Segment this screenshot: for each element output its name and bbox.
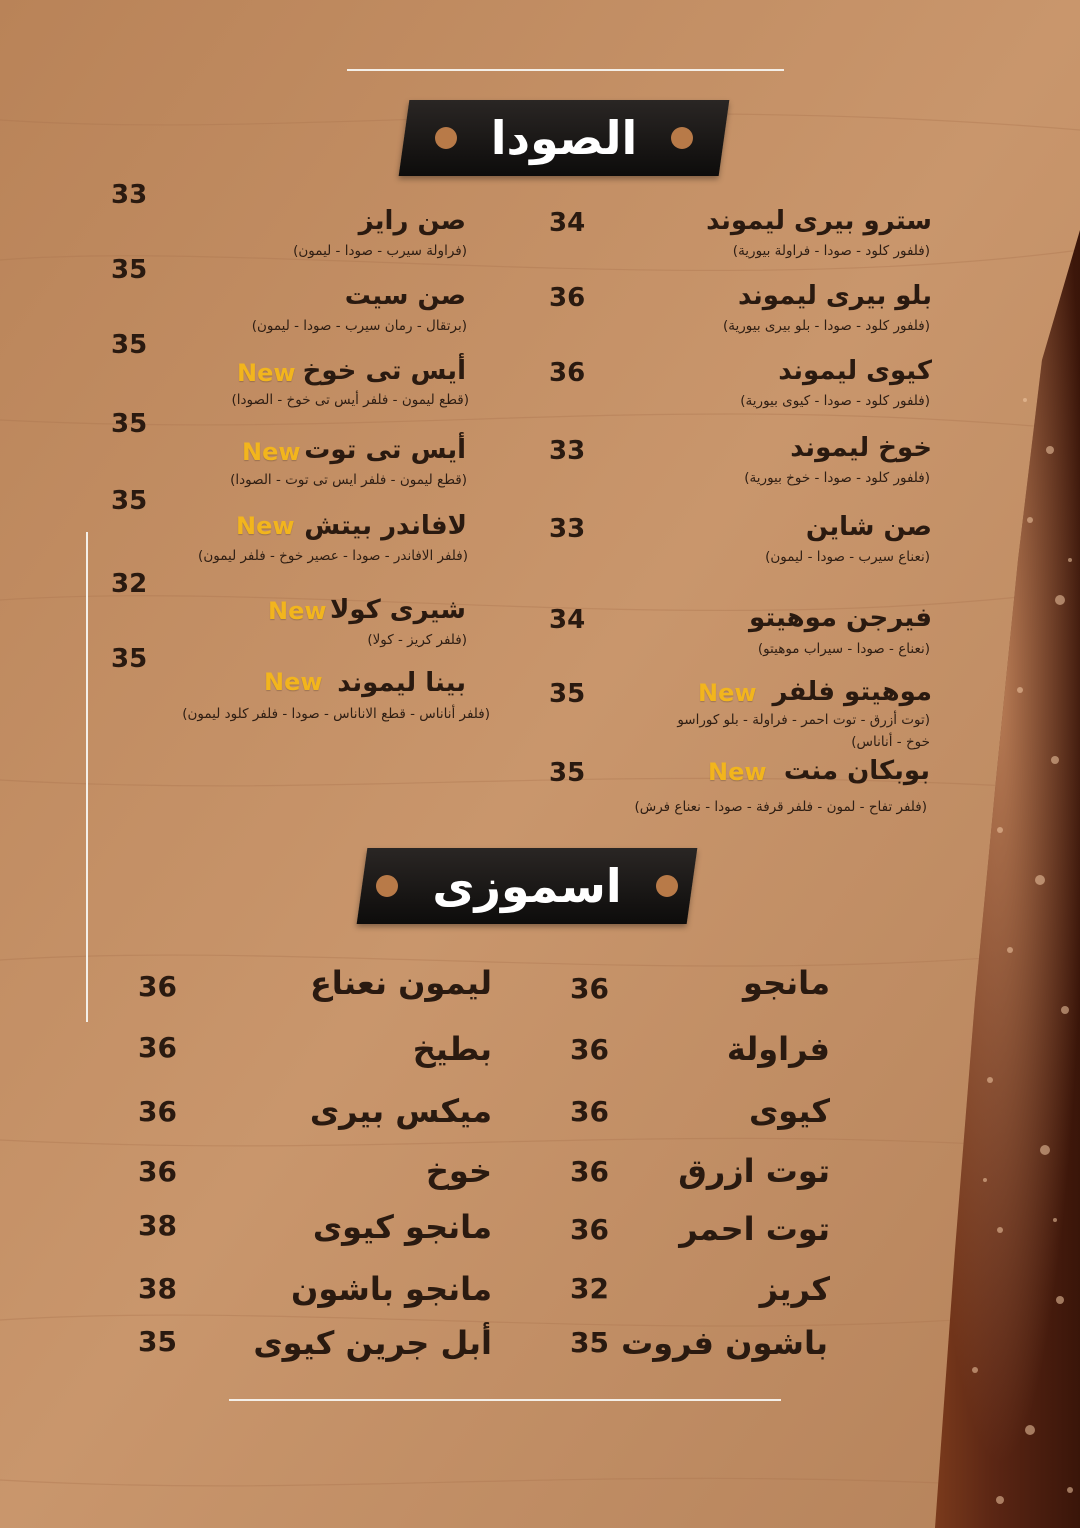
smoothie-item-price: 35: [570, 1326, 609, 1359]
smoothie-item-price: 36: [570, 972, 609, 1005]
menu-item-price: 35: [111, 644, 148, 674]
menu-item-name: لافاندر بيتش: [304, 511, 467, 541]
menu-item-name: بينا ليموند: [337, 668, 466, 698]
menu-item-price: 35: [111, 330, 148, 360]
smoothie-item-name: أبل جرين كيوى: [253, 1324, 492, 1362]
new-badge: New: [264, 668, 323, 696]
smoothie-item-price: 38: [138, 1209, 177, 1242]
menu-item-price: 35: [549, 758, 586, 788]
side-divider: [86, 532, 88, 1022]
smoothie-section-banner: [357, 848, 698, 924]
menu-item-name: صن سيت: [344, 281, 466, 311]
new-badge: New: [268, 597, 327, 625]
menu-item-description: (قطع ليمون - فلفر ايس تى توت - الصودا): [230, 472, 467, 488]
smoothie-item-price: 36: [570, 1155, 609, 1188]
top-divider: [347, 69, 784, 71]
menu-item-name: صن شاين: [805, 512, 932, 542]
banner-dot-icon: [376, 875, 398, 897]
new-badge: New: [236, 512, 295, 540]
menu-item-name: صن رايز: [358, 206, 466, 236]
menu-item-price: 32: [111, 569, 148, 599]
smoothie-section-title: اسموزى: [432, 859, 622, 913]
banner-dot-icon: [671, 127, 693, 149]
smoothie-item-name: فراولة: [726, 1030, 830, 1068]
new-badge: New: [237, 359, 296, 387]
smoothie-item-price: 36: [570, 1213, 609, 1246]
menu-item-price: 33: [549, 436, 586, 466]
smoothie-item-price: 35: [138, 1325, 177, 1358]
menu-item-description: (نعناع - صودا - سيراب موهيتو): [757, 641, 930, 657]
menu-item-name: أيس تى خوخ: [302, 356, 466, 386]
smoothie-item-price: 32: [570, 1272, 609, 1305]
smoothie-item-name: بطيخ: [412, 1030, 492, 1068]
menu-item-price: 35: [111, 409, 148, 439]
menu-item-price: 34: [549, 208, 586, 238]
menu-item-price: 35: [111, 486, 148, 516]
smoothie-item-price: 36: [138, 970, 177, 1003]
smoothie-item-price: 36: [138, 1031, 177, 1064]
menu-item-price: 34: [549, 605, 586, 635]
menu-item-price: 35: [549, 679, 586, 709]
soda-section-title: الصودا: [490, 111, 638, 165]
menu-item-name: فيرجن موهيتو: [749, 603, 932, 633]
menu-item-description: (فلفور كلود - صودا - بلو بيرى بيورية): [722, 318, 930, 334]
menu-item-name: بوبكان منت: [783, 756, 930, 786]
menu-item-price: 33: [111, 180, 148, 210]
smoothie-item-price: 36: [570, 1095, 609, 1128]
menu-item-description: (فلفر الافاندر - صودا - عصير خوخ - فلفر ليمون): [198, 548, 468, 564]
menu-item-description: (فلفر كريز - كولا): [367, 632, 467, 648]
smoothie-item-price: 38: [138, 1272, 177, 1305]
new-badge: New: [242, 438, 301, 466]
banner-dot-icon: [435, 127, 457, 149]
menu-item-description: (توت أزرق - توت احمر - فراولة - بلو كوراسو: [677, 712, 930, 728]
smoothie-item-price: 36: [570, 1033, 609, 1066]
menu-item-name: بلو بيرى ليموند: [737, 281, 932, 311]
smoothie-item-name: توت ازرق: [678, 1152, 830, 1190]
menu-item-description: (قطع ليمون - فلفر أيس تى خوخ - الصودا): [231, 392, 469, 408]
menu-item-name: خوخ ليموند: [790, 433, 932, 463]
menu-item-price: 36: [549, 283, 586, 313]
new-badge: New: [708, 758, 767, 786]
menu-item-name: سترو بيرى ليموند: [706, 206, 932, 236]
new-badge: New: [698, 679, 757, 707]
menu-item-description: (فلفر أناناس - قطع الاناناس - صودا - فلفر كلود ليمون): [182, 706, 490, 722]
bottom-divider: [229, 1399, 781, 1401]
banner-dot-icon: [656, 875, 678, 897]
menu-item-description: (نعناع سيرب - صودا - ليمون): [765, 549, 930, 565]
smoothie-item-name: خوخ: [425, 1152, 492, 1190]
menu-item-description: (فلفور كلود - صودا - كيوى بيورية): [740, 393, 930, 409]
menu-item-description: (فلفور كلود - صودا - فراولة بيورية): [732, 243, 930, 259]
menu-item-description: (فلفور كلود - صودا - خوخ بيورية): [744, 470, 930, 486]
smoothie-item-name: ليمون نعناع: [309, 964, 492, 1002]
menu-item-name: شيرى كولا: [329, 595, 466, 625]
smoothie-item-name: كيوى: [748, 1092, 830, 1130]
smoothie-item-name: مانجو باشون: [291, 1270, 492, 1308]
menu-item-description: (فلفر تفاح - لمون - فلفر قرفة - صودا - نعناع فرش): [634, 799, 927, 815]
menu-item-name: كيوى ليموند: [778, 356, 932, 386]
soda-section-banner: [399, 100, 730, 176]
menu-item-price: 33: [549, 514, 586, 544]
smoothie-item-name: كريز: [759, 1270, 830, 1308]
menu-item-description: (فراولة سيرب - صودا - ليمون): [293, 243, 467, 259]
smoothie-item-name: مانجو كيوى: [312, 1208, 492, 1246]
smoothie-item-name: مانجو: [743, 964, 830, 1002]
menu-item-description: (برتقال - رمان سيرب - صودا - ليمون): [251, 318, 467, 334]
menu-item-name: موهيتو فلفر: [772, 677, 932, 707]
smoothie-item-name: باشون فروت: [621, 1324, 828, 1362]
smoothie-item-price: 36: [138, 1095, 177, 1128]
menu-item-name: أيس تى توت: [304, 435, 466, 465]
menu-item-description-cont: خوخ - أناناس): [851, 734, 930, 750]
menu-item-price: 35: [111, 255, 148, 285]
menu-item-price: 36: [549, 358, 586, 388]
smoothie-item-price: 36: [138, 1155, 177, 1188]
smoothie-item-name: توت احمر: [679, 1210, 830, 1248]
smoothie-item-name: ميكس بيرى: [309, 1092, 492, 1130]
